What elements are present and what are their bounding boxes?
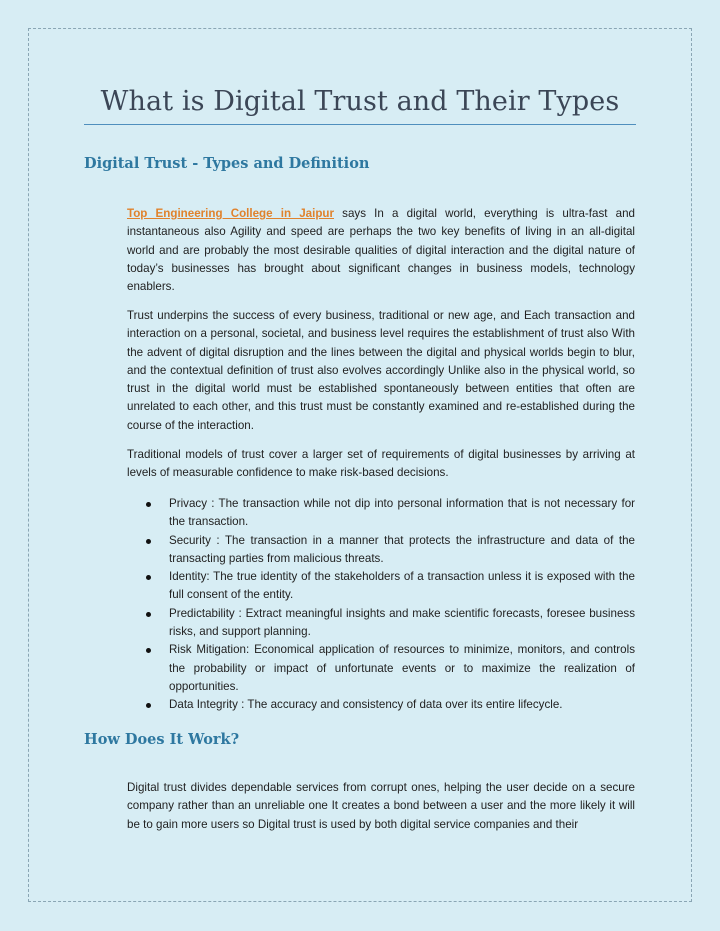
bullet-icon [146, 575, 151, 580]
how-text: Digital trust divides dependable services from corrupt ones, helping the user decide on a secure company rather than an unreliable one It creates a bond between a user and the more likely it will be to gain more users so Digital trust is used by both digital service companies and their [127, 781, 635, 831]
bullet-icon [146, 703, 151, 708]
intro-text: says In a digital world, everything is ultra-fast and instantaneous also Agility and speed are perhaps the two key benefits of living in an all-digital world and are probably the most desirable qualities of digital interaction and the digital nature of today’s businesses has brought about significant changes in business models, technology enablers. [127, 207, 635, 294]
trust-paragraph [127, 307, 635, 435]
bullet-icon [146, 648, 151, 653]
list-item: Privacy : The transaction while not dip into personal information that is not necessary for the transaction. [127, 495, 635, 532]
list-item: Risk Mitigation: Economical application of resources to minimize, monitors, and controls the probability or impact of unfortunate events or to maximize the realization of opportunities. [127, 641, 635, 696]
college-link[interactable]: Top Engineering College in Jaipur [127, 207, 335, 220]
list-item: Predictability : Extract meaningful insights and make scientific forecasts, foresee business risks, and support planning. [127, 605, 635, 642]
traditional-paragraph [127, 446, 635, 483]
list-item: Security : The transaction in a manner that protects the infrastructure and data of the transacting parties from malicious threats. [127, 532, 635, 569]
list-item: Identity: The true identity of the stakeholders of a transaction unless it is exposed with the full consent of the entity. [127, 568, 635, 605]
intro-paragraph [127, 205, 635, 296]
section-heading-types: Digital Trust - Types and Definition [84, 155, 370, 172]
bullet-icon [146, 539, 151, 544]
bullet-icon [146, 502, 151, 507]
traditional-text: Traditional models of trust cover a larger set of requirements of digital businesses by arriving at levels of measurable confidence to make risk-based decisions. [127, 448, 635, 480]
page-title: What is Digital Trust and Their Types [100, 86, 620, 117]
section-heading-how: How Does It Work? [84, 731, 240, 748]
how-paragraph [127, 779, 635, 834]
title-underline [84, 124, 636, 125]
trust-types-list [127, 495, 635, 715]
trust-text: Trust underpins the success of every business, traditional or new age, and Each transaction and interaction on a personal, societal, and business level requires the establishment of trust also With the advent of digital disruption and the lines between the digital and physical worlds begin to blur, and the contextual definition of trust also evolves accordingly Unlike also in the physical world, so trust in the digital world must be established spontaneously between entities that often are unrelated to each other, and this trust must be constantly examined and re-established during the course of the interaction. [127, 309, 635, 432]
list-item: Data Integrity : The accuracy and consistency of data over its entire lifecycle. [127, 696, 635, 714]
bullet-icon [146, 612, 151, 617]
